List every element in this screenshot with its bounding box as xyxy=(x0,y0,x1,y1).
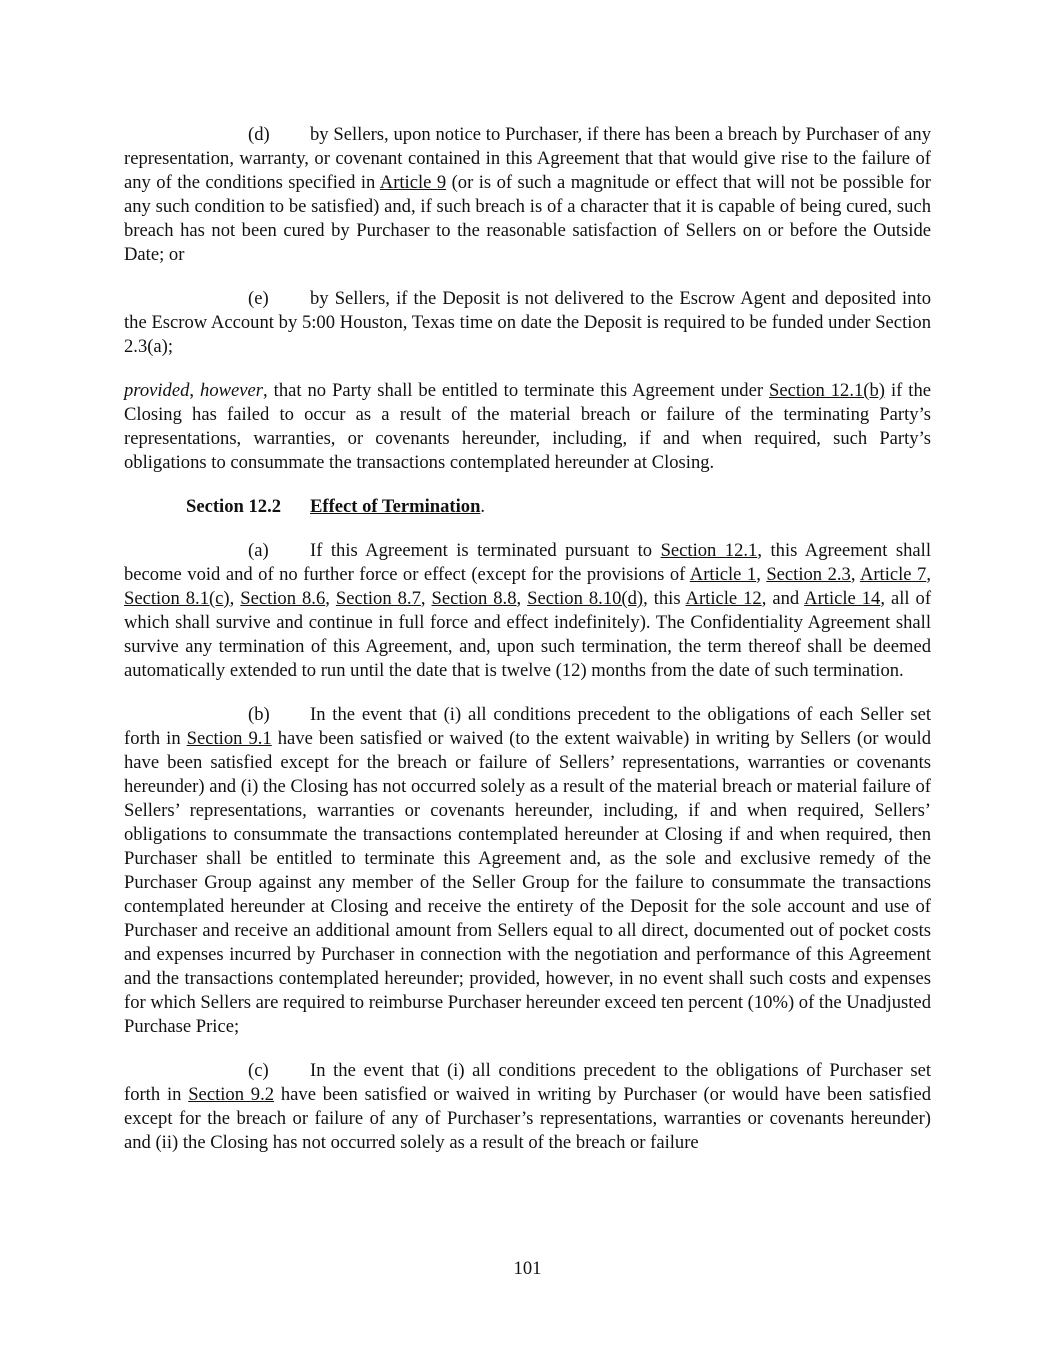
clause-c-text-2: have been satisfied or waived in writing by Purchaser (or would have been satisfied except for the breach or failure of any of Purchaser’s representations, warranties or covenants hereunder) and (ii) the Closing has not occurred solely as a result of the breach or failure xyxy=(124,1084,932,1153)
page-number: 101 xyxy=(513,1258,542,1279)
clause-a-text-7: , xyxy=(325,588,336,609)
clause-d xyxy=(124,123,931,267)
clause-c-label: (c) xyxy=(248,1060,269,1081)
section-8-10-d-ref: Section 8.10(d) xyxy=(527,588,644,609)
section-12-1-b-ref: Section 12.1(b) xyxy=(769,380,885,401)
section-8-6-ref: Section 8.6 xyxy=(240,588,326,609)
proviso-however: however xyxy=(200,380,264,401)
section-8-1-c-ref: Section 8.1(c) xyxy=(124,588,230,609)
article-12-ref: Article 12 xyxy=(685,588,762,609)
clause-a-label: (a) xyxy=(248,540,269,561)
section-title-period: . xyxy=(480,496,486,517)
article-1-ref: Article 1 xyxy=(689,564,757,585)
section-2-3-ref: Section 2.3 xyxy=(766,564,851,585)
clause-b xyxy=(124,703,931,1039)
clause-a-text-12: , all of which shall survive and continue in full force and effect indefinitely). The Confidentiality Agreement shall survive any termination of this Agreement, and, upon such termination, the term thereof shall be deemed automatically extended to run until the date that is twelve (12) months from the date of such termination. xyxy=(124,588,932,681)
proviso-text-1: , xyxy=(189,380,201,401)
section-8-8-ref: Section 8.8 xyxy=(431,588,517,609)
clause-a-text-6: , xyxy=(229,588,241,609)
clause-a xyxy=(124,539,931,683)
clause-c xyxy=(124,1059,931,1155)
section-9-2-ref: Section 9.2 xyxy=(188,1084,275,1105)
article-9-ref: Article 9 xyxy=(379,172,447,193)
proviso-text-2: , that no Party shall be entitled to terminate this Agreement under xyxy=(263,380,769,401)
section-12-2-heading xyxy=(124,495,931,519)
clause-b-text-2: have been satisfied or waived (to the extent waivable) in writing by Sellers (or would have been satisfied except for the breach or failure of Sellers’ representations, warranties or covenants hereunder) and (i) the Closing has not occurred solely as a result of the material breach or material failure of Sellers’ representations, warranties or covenants hereunder, including, if and when required, Sellers’ obligations to consummate the transactions contemplated hereunder at Closing if and when required, then Purchaser shall be entitled to terminate this Agreement and, as the sole and exclusive remedy of the Purchaser Group against any member of the Seller Group for the failure to consummate the transactions contemplated hereunder at Closing and receive the entirety of the Deposit for the sole account and use of Purchaser and receive an additional amount from Sellers equal to all direct, documented out of pocket costs and expenses incurred by Purchaser in connection with the negotiation and performance of this Agreement and the transactions contemplated hereunder; provided, however, in no event shall such costs and expenses for which Sellers are required to reimburse Purchaser hereunder exceed ten percent (10%) of the Unadjusted Purchase Price; xyxy=(124,728,932,1037)
document-page xyxy=(124,123,931,1155)
clause-a-text-1: If this Agreement is terminated pursuant to xyxy=(310,540,661,561)
clause-a-text-3: , xyxy=(756,564,767,585)
clause-e xyxy=(124,287,931,359)
clause-a-text-10: , this xyxy=(643,588,686,609)
section-8-7-ref: Section 8.7 xyxy=(335,588,421,609)
section-title: Effect of Termination xyxy=(310,496,481,517)
clause-a-text-4: , xyxy=(850,564,860,585)
section-12-1-ref: Section 12.1 xyxy=(660,540,758,561)
clause-a-text-11: , and xyxy=(761,588,805,609)
section-number: Section 12.2 xyxy=(186,496,282,517)
clause-d-text-1: by Sellers, upon notice to Purchaser, if there has been a breach by Purchaser of any representation, warranty, or covenant contained in this Agreement that that would give rise to the failure of any of the conditions specified in xyxy=(124,124,931,193)
proviso-paragraph xyxy=(124,379,931,475)
clause-a-text-5: , xyxy=(926,564,931,585)
clause-b-label: (b) xyxy=(248,704,270,725)
proviso-provided: provided xyxy=(124,380,190,401)
clause-e-label: (e) xyxy=(248,288,269,309)
clause-d-label: (d) xyxy=(248,124,270,145)
clause-c-text-1: In the event that (i) all conditions precedent to the obligations of Purchaser set forth in xyxy=(124,1060,931,1105)
clause-a-text-2: , this Agreement shall become void and of no further force or effect (except for the provisions of xyxy=(124,540,931,585)
clause-a-text-9: , xyxy=(516,588,528,609)
article-14-ref: Article 14 xyxy=(804,588,881,609)
proviso-text-3: if the Closing has failed to occur as a result of the material breach or failure of the terminating Party’s representations, warranties, or covenants hereunder, including, if and when required, such Party’s obligations to consummate the transactions contemplated hereunder at Closing. xyxy=(124,380,931,473)
clause-d-text-2: (or is of such a magnitude or effect that will not be possible for any such condition to be satisfied) and, if such breach is of a character that it is capable of being cured, such breach has not been cured by Purchaser to the reasonable satisfaction of Sellers on or before the Outside Date; or xyxy=(124,172,931,265)
clause-a-text-8: , xyxy=(420,588,432,609)
article-7-ref: Article 7 xyxy=(859,564,927,585)
clause-b-text-1: In the event that (i) all conditions precedent to the obligations of each Seller set forth in xyxy=(124,704,931,749)
clause-e-text: by Sellers, if the Deposit is not delivered to the Escrow Agent and deposited into the Escrow Account by 5:00 Houston, Texas time on date the Deposit is required to be funded under Section 2.3(a); xyxy=(124,288,931,357)
section-9-1-ref: Section 9.1 xyxy=(186,728,272,749)
